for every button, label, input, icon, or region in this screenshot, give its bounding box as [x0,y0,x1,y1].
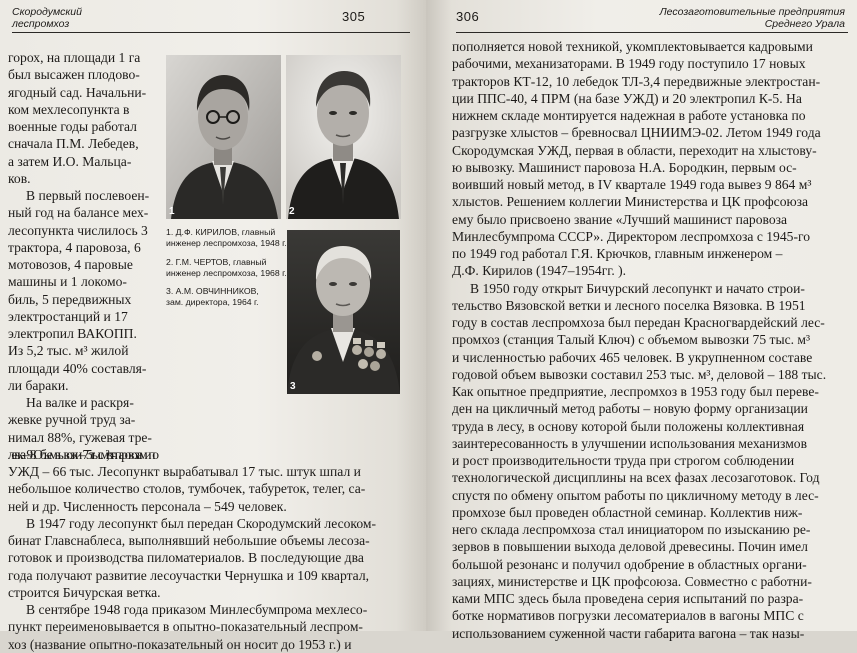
right-header-line2: Среднего Урала [764,18,845,30]
photo-1 [166,55,281,219]
photo-2 [286,55,401,219]
right-page-number: 306 [456,9,480,24]
text-line: Скородумская УЖД, первая в области, переходит на хлыстову- [452,142,817,158]
text-line: ции ППС-40, 4 ПРМ (на базе УЖД) и 20 электропил К-5. На [452,90,802,106]
text-line: нижнем складе монтируется надежная в работе установка по [452,108,806,123]
text-line: В 1947 году лесопункт был передан Скородумский лесоком- [26,515,376,531]
text-line: готовок и производства пиломатериалов. В последующие два [8,550,364,566]
text-line: ками МПС здесь была проведена серия испытаний по разра- [452,591,804,606]
text-line: ли бараки. [8,377,69,393]
right-header-line1: Лесозаготовительные предприятия [659,6,845,18]
text-line: него склада леспромхоза стал инициатором по изысканию ре- [452,522,811,537]
caption-1 [166,227,288,250]
text-line: ю вывозку. Машинист паровоза Н.А. Бородкин, первым ос- [452,159,797,175]
text-line: хоз (название опытно-показательный он носит до 1953 г.) и [8,636,352,652]
text-line: военные годы работал [8,119,137,134]
portrait-kirilov-image [166,55,281,219]
photo-1-number: 1 [169,206,175,217]
text-line: Из 5,2 тыс. м³ жилой [8,343,129,359]
text-line: тракторов КТ-12, 10 лебедок ТЛ-3,4 передвижные электростан- [452,73,821,89]
text-line: небольшое количество столов, тумбочек, табуреток, телег, са- [8,481,366,497]
text-line: по 1949 год работал Г.Я. Крючков, главным инженером – [452,246,783,261]
text-line: технологической дисциплины на всех фазах лесозаготовок. Год [452,470,820,486]
left-header-line2: леспромхоз [12,18,70,30]
text-line: В первый послевоен- [26,188,150,203]
text-line: бинат Главснаблеса, выполнявший небольшие объемы лесоза- [8,533,370,548]
text-line: ему было присвоено звание «Лучший машинист паровоза [452,211,788,227]
photo-3-number: 3 [290,381,296,392]
caption-2-line1: 2. Г.М. ЧЕРТОВ, главный [166,256,267,267]
caption-2-line2: инженер леспромхоза, 1968 г. [166,267,287,278]
text-line: сначала П.М. Лебедев, [8,136,139,152]
text-line: В 1950 году открыт Бичурский лесопункт и начато строи- [470,280,805,296]
text-line: разгрузке хлыстов – бревносвал ЦНИИМЭ-02. Летом 1949 года [452,125,821,141]
text-line: Минлесбумпрома СССР». Директором леспромхоза с 1945-го [452,228,811,244]
left-header-line1: Скородумский [12,6,82,18]
text-line: тельство Вязовской ветки и лесного поселка Вязовка. В 1951 [452,297,806,313]
text-line: биль, 5 передвижных [8,291,132,307]
text-line: большой резонанс и получил одобрение в областных органи- [452,556,807,572]
caption-2 [166,257,288,280]
text-line: и рост производительности труда при строгом соблюдении [452,453,795,468]
caption-3 [166,286,288,309]
text-line: и численностью рабочих 465 человек. В укрупненном составе [452,349,813,365]
text-line: заинтересованность в улучшении использования механизмов [452,435,808,451]
text-line: трактора, 4 паровоза, 6 [8,239,141,255]
text-line: зервов в повышении выхода деловой древесины. Почин имел [452,539,808,555]
text-line: труда в лесу, в основу которой были положены коллективная [452,418,805,434]
text-line: года получают развитие лесоучастки Чернушка и 109 квартал, [8,567,370,583]
right-page [426,0,857,641]
text-line: а затем И.О. Мальцa- [8,153,132,169]
text-line: В сентябре 1948 года приказом Минлесбумпрома мехлесо- [26,602,368,617]
photo-captions [166,227,288,316]
text-line: спустя по обмену опытом работы по цикличному методу в лес- [452,487,819,503]
caption-3-line2: зам. директора, 1964 г. [166,297,259,308]
text-line: электростанций и 17 [8,308,128,324]
text-line: пополняется новой техникой, укомплектовывается кадровыми [452,39,813,54]
right-body-text [452,38,850,642]
text-line: пункт переименовывается в опытно-показательный леспром- [8,619,363,635]
text-line: На валке и раскря- [26,395,134,410]
text-line: рабочими, механизаторами. В 1949 году поступило 17 новых [452,56,806,72]
text-line: Д.Ф. Кирилов (1947–1954гг. ). [452,263,627,279]
left-full-width-text [8,463,404,653]
text-line: нимал 88%, гужевая тре- [8,429,152,445]
text-line: машины и 1 локомо- [8,274,127,290]
text-line: электропил ВАКОПП. [8,326,137,341]
left-header-rule [12,32,410,33]
photo-2-number: 2 [289,206,295,217]
portrait-ovchinnikov-image [287,230,400,394]
text-line: УЖД – 66 тыс. Лесопункт вырабатывал 17 тыс. штук шпал и [8,464,361,479]
text-line: воивший новый метод, в IV квартале 1949 года вывез 9 864 м³ [452,177,812,192]
text-line: годовой объем вывозки составил 253 тыс. м³, деловой – 188 тыс. [452,366,827,382]
text-line: был высажен плодово- [8,67,140,83]
text-line: лесопункта числилось 3 [8,222,148,238]
text-line: ней и др. Численность персонала – 549 человек. [8,498,287,514]
text-line: ягодный сад. Начальни- [8,84,147,100]
portrait-chertov-image [286,55,401,219]
text-line: Как опытное предприятие, леспромхоз в 1953 году был переве- [452,384,819,399]
caption-1-line1: 1. Д.Ф. КИРИЛОВ, главный [166,227,276,237]
text-line: промхозе был проведен областной семинар. Коллектив ниж- [452,504,803,520]
text-line: горох, на площади 1 га [8,50,141,65]
text-line: зациях, министерстве и ЦК профсоюза. Совместно с работни- [452,573,812,589]
text-line: левка – 98. Объем вывозки – 75 тыс. м³, в т. ч. паровозами по [8,446,156,462]
left-page [0,0,426,652]
text-line: хлыстов. Решением коллегии Министерства и ЦК профсоюза [452,194,809,210]
text-line: году в состав леспромхоза был передан Красногвардейский лес- [452,315,825,330]
right-running-header [659,6,845,30]
photo-3 [287,230,400,394]
right-header-rule [456,32,848,33]
text-line: ком мехлесопункта в [8,101,130,117]
text-line: использованием суженной части габарита вагона – так назы- [452,625,805,641]
text-line: ботке нормативов погрузки лесоматериалов в вагоны МПС с [452,608,804,624]
text-line: ный год на балансе мех- [8,205,149,221]
text-line: промхоз (станция Талый Ключ) с объемом вывозки 75 тыс. м³ [452,332,811,348]
left-column-text [8,49,159,463]
text-line: площади 40% составля- [8,360,147,376]
caption-3-line1: 3. А.М. ОВЧИННИКОВ, [166,286,259,297]
text-line: жевке ручной труд за- [8,412,136,428]
left-running-header [12,6,82,30]
text-line: мотовозов, 4 паровые [8,257,133,272]
text-line: ден на цикличный метод работы – новую форму организации [452,401,808,417]
left-page-number: 305 [342,9,366,24]
text-line: строится Бичурская ветка. [8,584,161,600]
text-line: ков. [8,170,31,186]
caption-1-line2: инженер леспромхоза, 1948 г. [166,238,287,249]
